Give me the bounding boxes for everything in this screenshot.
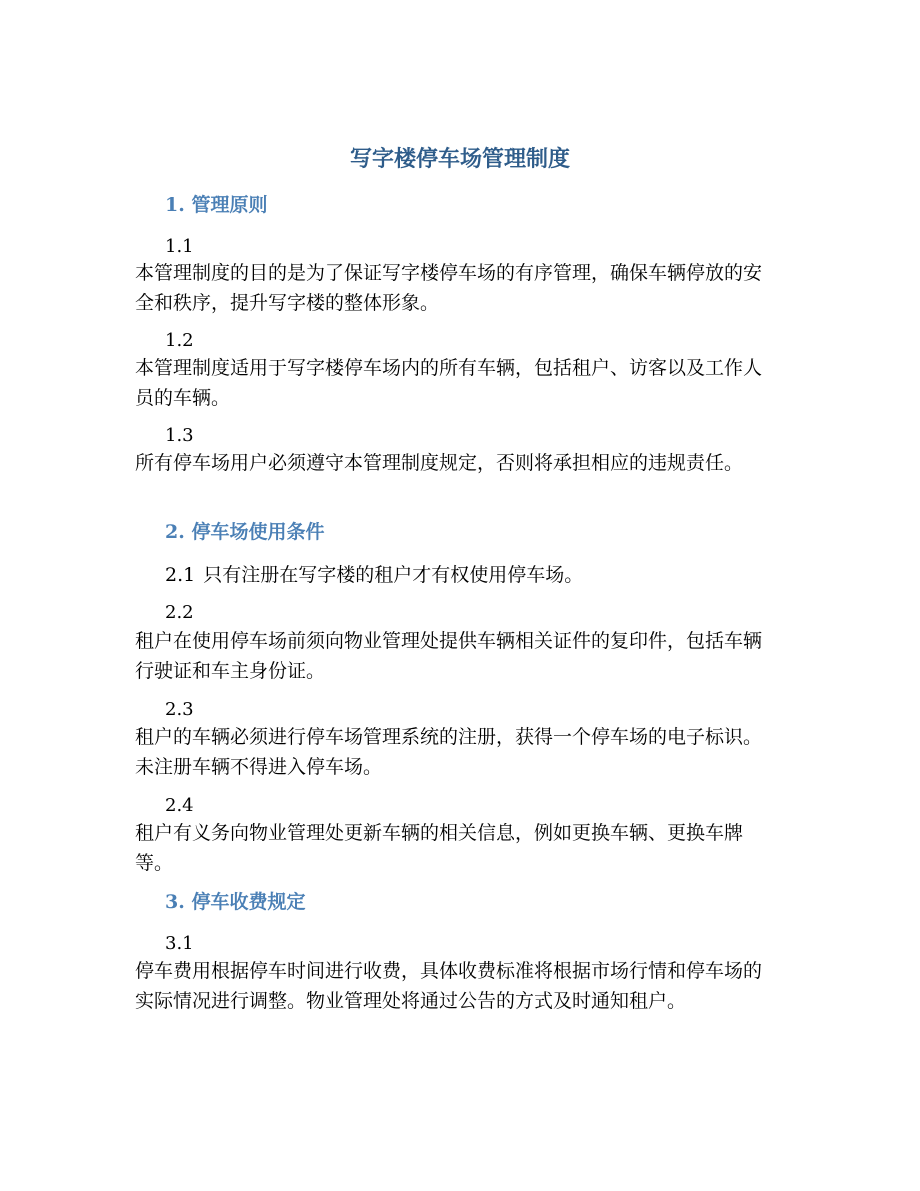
clause-number-1-2: 1.2 (165, 330, 194, 351)
clause-number-1-3: 1.3 (165, 425, 194, 446)
clause-text-1-2: 本管理制度适用于写字楼停车场内的所有车辆，包括租户、访客以及工作人员的车辆。 (135, 357, 763, 409)
clause-2-1 (165, 560, 583, 590)
clause-number-2-4: 2.4 (165, 795, 194, 816)
clause-number-3-1: 3.1 (165, 933, 194, 954)
clause-text-2-4: 租户有义务向物业管理处更新车辆的相关信息，例如更换车辆、更换车牌等。 (135, 822, 744, 874)
section-heading-3: 3. 停车收费规定 (165, 891, 306, 913)
clause-number-2-1: 2.1 (165, 564, 196, 586)
clause-text-2-1: 只有注册在写字楼的租户才有权使用停车场。 (203, 564, 584, 586)
clause-text-1-3: 所有停车场用户必须遵守本管理制度规定，否则将承担相应的违规责任。 (135, 452, 744, 474)
clause-number-1-1: 1.1 (165, 236, 194, 257)
section-heading-1: 1. 管理原则 (165, 194, 268, 216)
clause-text-2-2: 租户在使用停车场前须向物业管理处提供车辆相关证件的复印件，包括车辆行驶证和车主身份证。 (135, 630, 763, 682)
document-title: 写字楼停车场管理制度 (349, 146, 570, 172)
clause-text-3-1: 停车费用根据停车时间进行收费，具体收费标准将根据市场行情和停车场的实际情况进行调整。物业管理处将通过公告的方式及时通知租户。 (135, 960, 763, 1012)
section-heading-2: 2. 停车场使用条件 (165, 521, 325, 543)
clause-number-2-2: 2.2 (165, 602, 194, 623)
clause-number-2-3: 2.3 (165, 699, 194, 720)
clause-text-2-3: 租户的车辆必须进行停车场管理系统的注册，获得一个停车场的电子标识。未注册车辆不得进入停车场。 (135, 726, 763, 778)
clause-text-1-1: 本管理制度的目的是为了保证写字楼停车场的有序管理，确保车辆停放的安全和秩序，提升写字楼的整体形象。 (135, 262, 763, 314)
